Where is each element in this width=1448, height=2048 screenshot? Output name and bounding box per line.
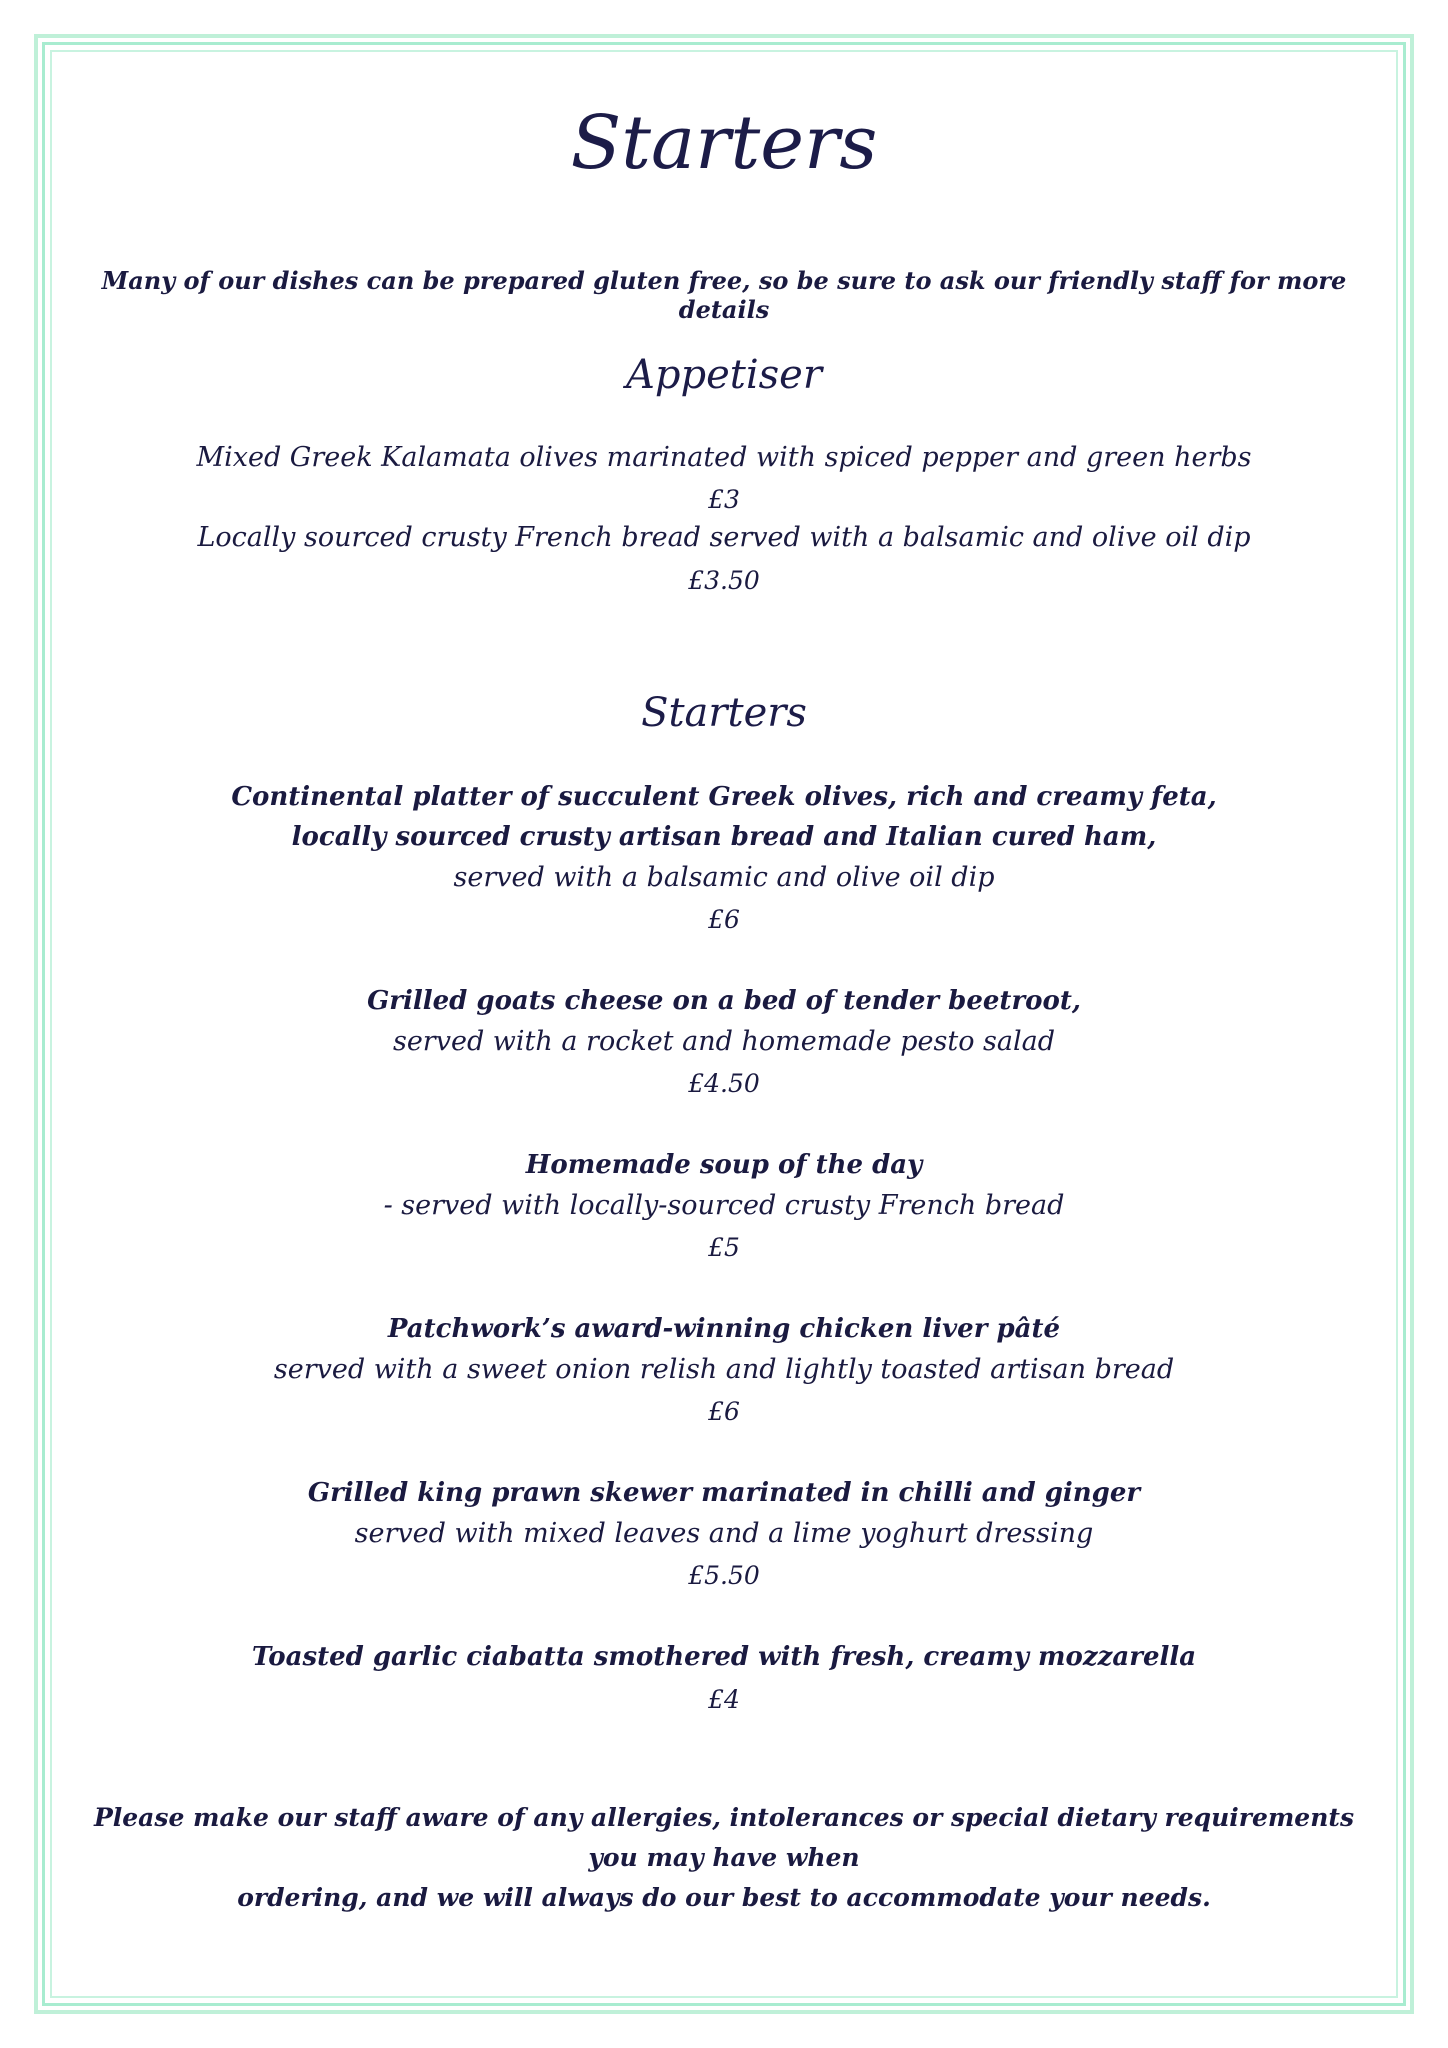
gluten-free-notice: Many of our dishes can be prepared gluten free, so be sure to ask our friendly staff for more details: [101, 266, 1347, 324]
starter-item-description: served with mixed leaves and a lime yoghurt dressing: [354, 1518, 1094, 1549]
appetiser-heading: Appetiser: [626, 352, 822, 398]
starter-item-title: Continental platter of succulent Greek olives, rich and creamy feta,: [231, 782, 1217, 812]
allergy-notice: [70, 1798, 1378, 1918]
starter-item-title: Grilled king prawn skewer marinated in chilli and ginger: [307, 1478, 1141, 1508]
starter-item-title: Grilled goats cheese on a bed of tender beetroot,: [367, 986, 1081, 1016]
starter-item-title: Homemade soup of the day: [525, 1150, 923, 1180]
starter-item-price: £6: [708, 1397, 740, 1426]
starter-item-description: - served with locally-sourced crusty French bread: [383, 1190, 1065, 1221]
starters-heading: Starters: [641, 690, 807, 736]
allergy-notice-line: Please make our staff aware of any allergies, intolerances or special dietary requirements you may have when: [93, 1803, 1355, 1872]
appetiser-item-description: Mixed Greek Kalamata olives marinated with spiced pepper and green herbs: [196, 442, 1252, 473]
appetiser-item-price: £3: [708, 485, 740, 514]
starter-item-description: served with a sweet onion relish and lightly toasted artisan bread: [273, 1354, 1175, 1385]
page-title: Starters: [570, 100, 878, 186]
starter-item-title: Patchwork’s award-winning chicken liver pâté: [387, 1314, 1061, 1344]
starter-item-description: served with a balsamic and olive oil dip: [453, 862, 995, 893]
starter-item-price: £4.50: [688, 1069, 760, 1098]
appetiser-item-price: £3.50: [688, 566, 760, 595]
starter-item-price: £5.50: [688, 1561, 760, 1590]
starter-item-title: Toasted garlic ciabatta smothered with fresh, creamy mozzarella: [251, 1642, 1197, 1672]
appetiser-item-description: Locally sourced crusty French bread served with a balsamic and olive oil dip: [197, 522, 1251, 553]
allergy-notice-line: ordering, and we will always do our best to accommodate your needs.: [237, 1883, 1211, 1912]
starter-item-price: £6: [708, 905, 740, 934]
starter-item-price: £5: [708, 1233, 740, 1262]
starter-item-title: locally sourced crusty artisan bread and Italian cured ham,: [291, 822, 1157, 852]
starter-item-description: served with a rocket and homemade pesto salad: [392, 1026, 1056, 1057]
starter-item-price: £4: [708, 1685, 740, 1714]
